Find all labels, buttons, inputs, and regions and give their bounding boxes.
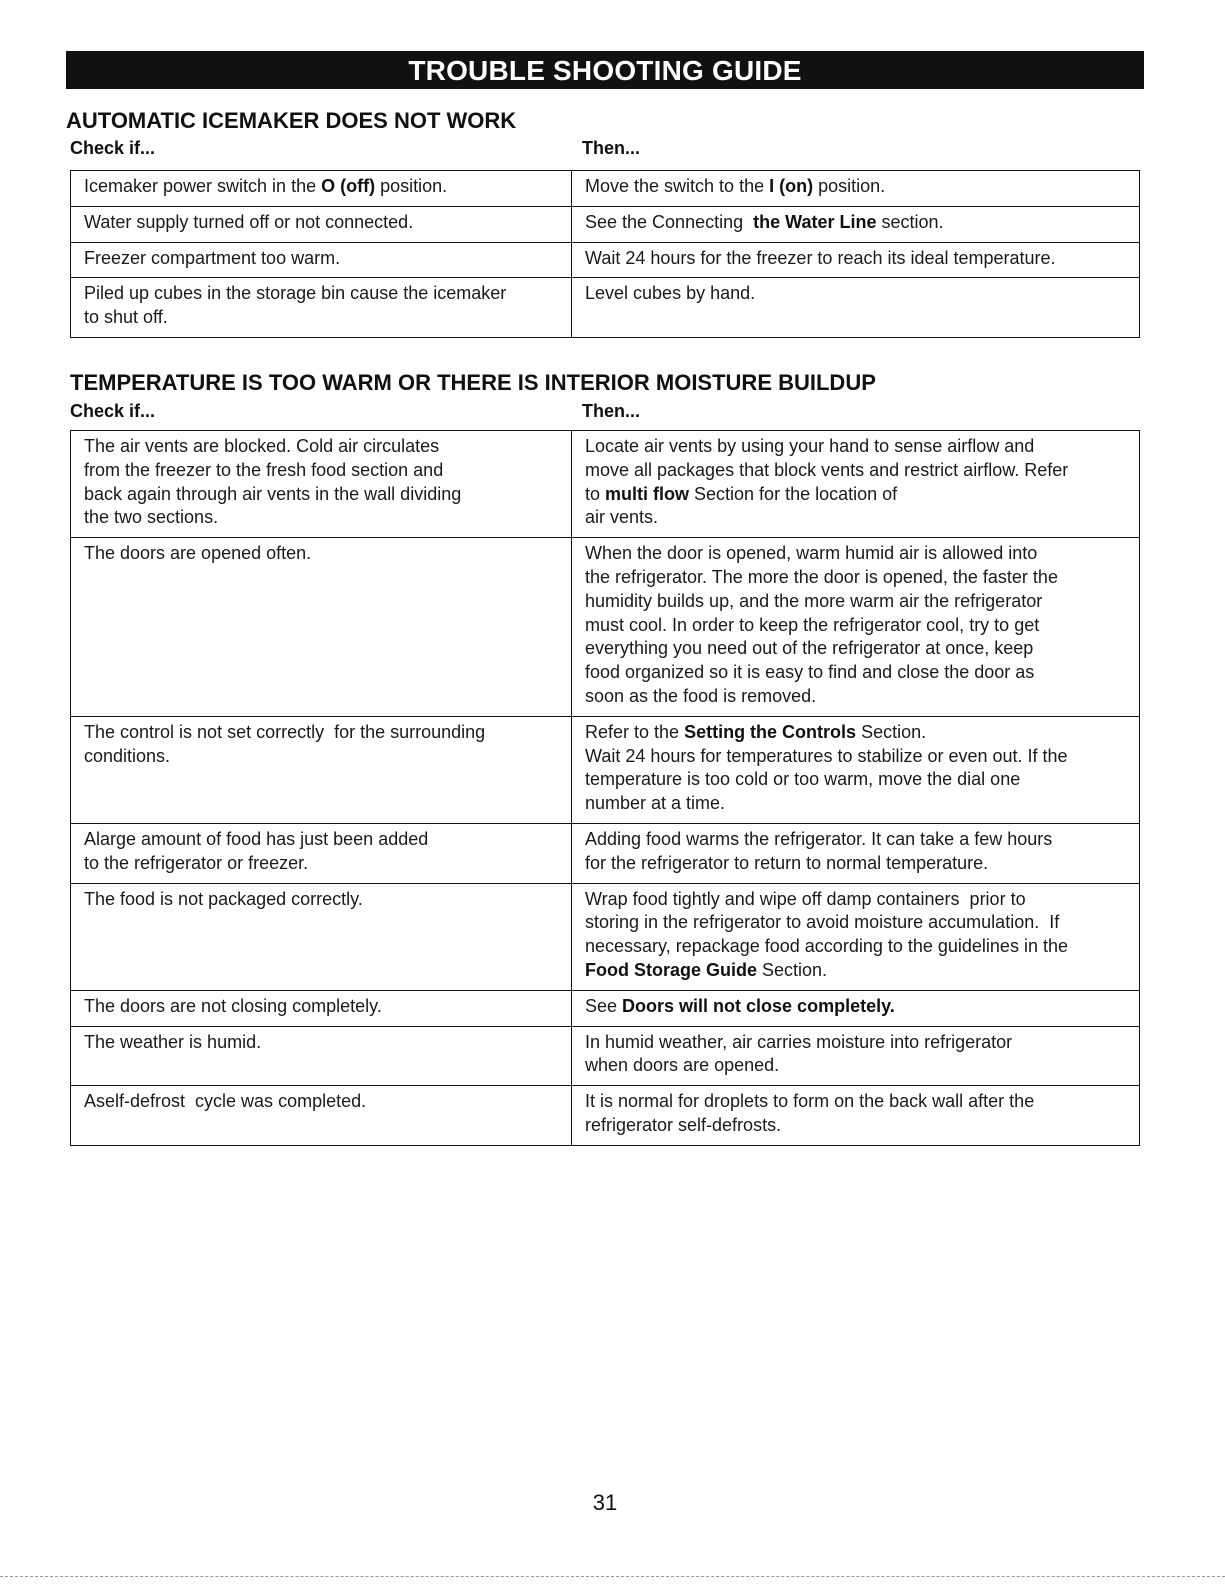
then-cell [572, 171, 1140, 207]
cell-line [84, 745, 559, 769]
cell-line [84, 852, 559, 876]
column-header-then: Then... [582, 401, 640, 421]
cell-line [84, 1031, 559, 1055]
then-cell [572, 206, 1140, 242]
cell-text: to shut off. [84, 307, 168, 328]
check-cell [71, 990, 572, 1026]
cell-line [585, 1031, 1127, 1055]
cell-line [84, 888, 559, 912]
cell-text: See the Connecting [585, 211, 754, 232]
table-row [71, 431, 1140, 538]
bold-reference-text: multi flow [605, 483, 690, 504]
cell-line [84, 247, 559, 271]
table-row [71, 242, 1140, 278]
cell-text: Locate air vents by using your hand to sense airflow and [585, 436, 1035, 456]
cell-text: The doors are not closing completely. [84, 995, 382, 1016]
cell-text: The air vents are blocked. Cold air circulates [84, 436, 440, 456]
cell-line [84, 828, 559, 852]
cell-line [585, 566, 1127, 590]
cell-line [585, 935, 1127, 959]
cell-line [84, 506, 559, 530]
cell-text: When the door is opened, warm humid air is allowed into [585, 543, 1038, 564]
cell-text: See [585, 995, 623, 1016]
cell-line [585, 852, 1127, 876]
cell-line [84, 211, 559, 235]
cell-line [585, 590, 1127, 614]
cell-line [84, 542, 559, 566]
cell-text: Adding food warms the refrigerator. It can take a few hours [585, 828, 1053, 849]
cell-text: the two sections. [84, 507, 219, 528]
then-cell [572, 278, 1140, 338]
check-cell [71, 206, 572, 242]
cell-line [585, 459, 1127, 483]
cell-text: Wait 24 hours for the freezer to reach its ideal temperature. [585, 247, 1056, 268]
cell-text: to the refrigerator or freezer. [84, 852, 309, 873]
cell-text: Aself-defrost cycle was completed. [84, 1091, 367, 1112]
table-row [71, 823, 1140, 883]
icemaker-troubleshooting-table [70, 170, 1140, 338]
temperature-troubleshooting-table [70, 430, 1140, 1146]
cell-line [84, 459, 559, 483]
cell-text: Refer to the [585, 721, 685, 742]
then-cell [572, 990, 1140, 1026]
column-header-check: Check if... [70, 401, 156, 421]
cell-line [585, 175, 1127, 199]
cell-text: In humid weather, air carries moisture into refrigerator [585, 1031, 1013, 1052]
cell-text: everything you need out of the refrigerator at once, keep [585, 638, 1034, 659]
cell-text: necessary, repackage food according to the guidelines in the [585, 936, 1068, 957]
cell-text: Level cubes by hand. [585, 283, 756, 304]
cell-line [84, 995, 559, 1019]
table-row [71, 1086, 1140, 1146]
cell-line [585, 542, 1127, 566]
cell-text: position. [375, 176, 448, 196]
cell-text: temperature is too cold or too warm, move the dial one [585, 769, 1021, 790]
section-title-icemaker: AUTOMATIC ICEMAKER DOES NOT WORK [66, 108, 517, 133]
then-cell [572, 538, 1140, 717]
cell-line [84, 175, 559, 199]
bold-reference-text: Setting the Controls [684, 721, 857, 742]
check-cell [71, 716, 572, 823]
bold-reference-text: Doors will not close completely. [622, 995, 895, 1016]
cell-text: It is normal for droplets to form on the back wall after the [585, 1091, 1035, 1112]
cell-text: Wait 24 hours for temperatures to stabilize or even out. If the [585, 745, 1068, 766]
cell-line [585, 282, 1127, 306]
table-row [71, 716, 1140, 823]
check-cell [71, 171, 572, 207]
cell-text: for the refrigerator to return to normal temperature. [585, 852, 989, 873]
check-cell [71, 278, 572, 338]
cell-line [84, 435, 559, 459]
cell-line [585, 911, 1127, 935]
cell-line [585, 211, 1127, 235]
cell-line [585, 1054, 1127, 1078]
table-row [71, 883, 1140, 990]
table-row [71, 538, 1140, 717]
cell-text: Move the switch to the [585, 176, 770, 196]
bold-reference-text: the Water Line [753, 211, 877, 232]
cell-line [585, 721, 1127, 745]
then-cell [572, 823, 1140, 883]
page-banner-title: TROUBLE SHOOTING GUIDE [66, 51, 1144, 89]
cell-line [585, 792, 1127, 816]
cell-text: must cool. In order to keep the refrigerator cool, try to get [585, 614, 1040, 635]
cell-text: from the freezer to the fresh food section and [84, 459, 444, 480]
cell-text: the refrigerator. The more the door is opened, the faster the [585, 566, 1058, 587]
cell-line [585, 483, 1127, 507]
cell-text: conditions. [84, 745, 171, 766]
check-cell [71, 883, 572, 990]
column-header-check: Check if... [70, 138, 156, 158]
check-cell [71, 538, 572, 717]
cell-text: food organized so it is easy to find and close the door as [585, 662, 1035, 683]
cell-text: Freezer compartment too warm. [84, 247, 341, 268]
cell-text: Section for the location of [689, 483, 898, 504]
table-row [71, 278, 1140, 338]
table-row [71, 1026, 1140, 1086]
cell-line [585, 614, 1127, 638]
cell-line [585, 828, 1127, 852]
page-footer-rule [0, 1576, 1225, 1577]
cell-line [585, 745, 1127, 769]
check-cell [71, 1086, 572, 1146]
cell-text: when doors are opened. [585, 1055, 780, 1076]
cell-text: back again through air vents in the wall dividing [84, 483, 462, 504]
bold-reference-text: O (off) [321, 176, 376, 196]
then-cell [572, 431, 1140, 538]
cell-text: Section. [856, 721, 927, 742]
cell-line [585, 995, 1127, 1019]
cell-text: air vents. [585, 507, 659, 528]
cell-text: Section. [757, 959, 828, 980]
column-header-then: Then... [582, 138, 640, 158]
table-body [71, 171, 1140, 338]
cell-line [585, 768, 1127, 792]
then-cell [572, 242, 1140, 278]
then-cell [572, 883, 1140, 990]
cell-text: Piled up cubes in the storage bin cause the icemaker [84, 283, 507, 304]
cell-line [84, 721, 559, 745]
cell-line [585, 637, 1127, 661]
cell-line [585, 685, 1127, 709]
table-row [71, 171, 1140, 207]
cell-line [84, 483, 559, 507]
cell-text: The control is not set correctly for the surrounding [84, 721, 486, 742]
table-row [71, 206, 1140, 242]
check-cell [71, 242, 572, 278]
cell-line [585, 661, 1127, 685]
cell-text: Icemaker power switch in the [84, 176, 322, 196]
cell-text: Water supply turned off or not connected. [84, 211, 414, 232]
cell-line [585, 247, 1127, 271]
cell-text: The weather is humid. [84, 1031, 262, 1052]
cell-text: refrigerator self-defrosts. [585, 1114, 782, 1135]
cell-line [585, 888, 1127, 912]
then-cell [572, 1026, 1140, 1086]
cell-text: The food is not packaged correctly. [84, 888, 363, 909]
bold-reference-text: I (on) [769, 176, 814, 196]
cell-text: Alarge amount of food has just been added [84, 828, 429, 849]
cell-text: to [585, 483, 606, 504]
cell-line [84, 306, 559, 330]
table-row [71, 990, 1140, 1026]
then-cell [572, 716, 1140, 823]
cell-text: soon as the food is removed. [585, 685, 817, 706]
cell-text: storing in the refrigerator to avoid moisture accumulation. If [585, 912, 1060, 933]
check-cell [71, 431, 572, 538]
check-cell [71, 823, 572, 883]
cell-line [585, 1090, 1127, 1114]
cell-line [585, 959, 1127, 983]
then-cell [572, 1086, 1140, 1146]
cell-text: move all packages that block vents and restrict airflow. Refer [585, 459, 1069, 480]
cell-text: The doors are opened often. [84, 543, 312, 564]
cell-line [585, 435, 1127, 459]
check-cell [71, 1026, 572, 1086]
cell-text: section. [876, 211, 944, 232]
cell-text: humidity builds up, and the more warm air the refrigerator [585, 590, 1043, 611]
cell-line [585, 1114, 1127, 1138]
table-body [71, 431, 1140, 1146]
cell-line [585, 506, 1127, 530]
cell-text: position. [813, 176, 886, 196]
cell-line [84, 1090, 559, 1114]
cell-text: number at a time. [585, 793, 726, 814]
cell-line [84, 282, 559, 306]
cell-text: Wrap food tightly and wipe off damp containers prior to [585, 888, 1026, 909]
section-title-temperature: TEMPERATURE IS TOO WARM OR THERE IS INTERIOR MOISTURE BUILDUP [70, 370, 876, 395]
page-number: 31 [592, 1490, 618, 1515]
bold-reference-text: Food Storage Guide [585, 959, 758, 980]
